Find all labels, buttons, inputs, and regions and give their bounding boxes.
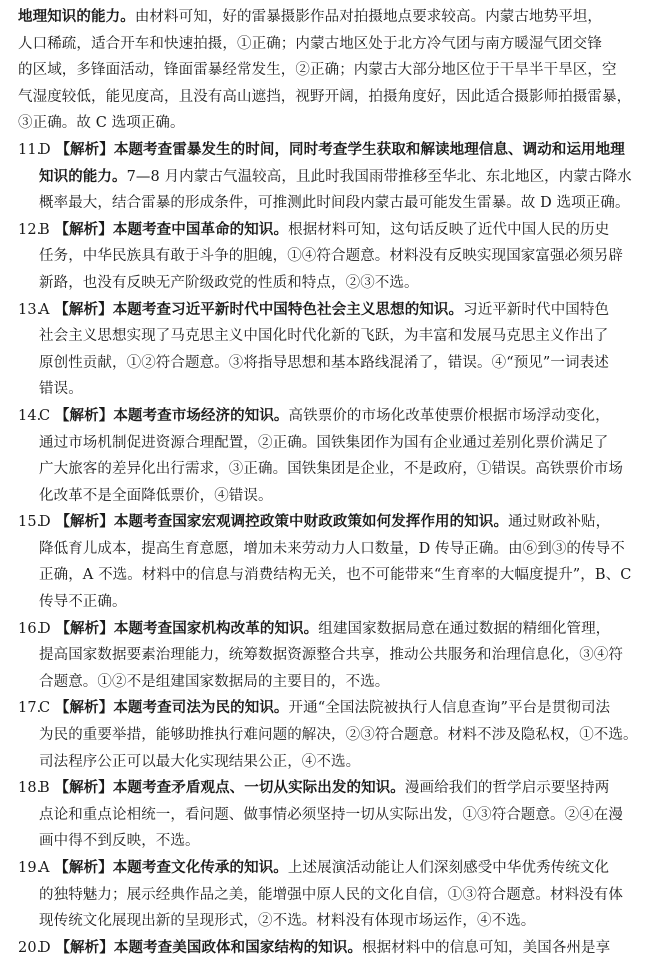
answer-item xyxy=(18,137,646,217)
text-line xyxy=(18,297,646,324)
text-line xyxy=(18,935,646,961)
body-text: 为民的重要举措，能够助推执行难问题的解决，②③符合题意。材料不涉及隐私权，①不选。 xyxy=(39,727,638,744)
question-number: 12. xyxy=(18,221,42,238)
body-text: 原创性贡献，①②符合题意。③将指导思想和基本路线混淆了，错误。④“预见”一词表述 xyxy=(39,354,609,371)
answer-letter: C xyxy=(39,700,51,717)
answer-item xyxy=(18,855,646,935)
bold-heading: 【解析】本题考查矛盾观点、一切从实际出发的知识。 xyxy=(54,779,405,797)
body-text: 开通“全国法院被执行人信息查询”平台是贯彻司法 xyxy=(288,700,611,717)
text-line xyxy=(18,642,646,669)
text-line xyxy=(18,323,646,350)
question-number: 20. xyxy=(18,939,42,956)
question-number: 13. xyxy=(18,301,42,318)
body-text: 组建国家数据局意在通过数据的精细化管理， xyxy=(318,620,611,637)
answer-letter: B xyxy=(39,780,50,797)
body-text: 新路，也没有反映无产阶级政党的性质和特点，②③不选。 xyxy=(39,274,419,291)
text-line xyxy=(18,483,646,510)
answer-item xyxy=(18,403,646,509)
text-line xyxy=(18,562,646,589)
body-text: 通过财政补贴， xyxy=(508,514,611,531)
text-line xyxy=(18,243,646,270)
body-text: 现传统文化展现出新的呈现形式，②不选。材料没有体现市场运作，④不选。 xyxy=(39,913,536,930)
body-text: 概率最大，结合雷暴的形成条件，可推测此时间段内蒙古最可能发生雷暴。故 D 选项正确。 xyxy=(39,195,630,212)
text-line xyxy=(18,217,646,244)
answer-letter: D xyxy=(39,141,51,158)
body-text: 习近平新时代中国特色 xyxy=(463,301,610,318)
answer-letter: D xyxy=(39,620,51,637)
body-text: ③正确。故 C 选项正确。 xyxy=(18,115,185,132)
body-text: 高铁票价的市场化改革使票价根据市场浮动变化， xyxy=(288,407,610,424)
body-text: 社会主义思想实现了马克思主义中国化时代化新的飞跃，为丰富和发展马克思主义作出了 xyxy=(39,328,609,345)
answer-letter: D xyxy=(39,939,51,956)
text-line xyxy=(18,882,646,909)
text-line xyxy=(18,270,646,297)
bold-heading: 知识的能力。 xyxy=(39,167,127,185)
bold-heading: 【解析】本题考查中国革命的知识。 xyxy=(54,220,289,238)
answer-letter: B xyxy=(39,221,50,238)
text-line xyxy=(18,828,646,855)
text-line xyxy=(18,749,646,776)
answer-letter: D xyxy=(39,514,51,531)
text-line xyxy=(18,908,646,935)
body-text: 传导不正确。 xyxy=(39,594,127,611)
question-number: 15. xyxy=(18,514,42,531)
body-text: 正确，A 不选。材料中的信息与消费结构无关，也不可能带来“生育率的大幅度提升”，B、C xyxy=(39,567,632,584)
text-line xyxy=(18,456,646,483)
text-line xyxy=(18,430,646,457)
body-text: 漫画给我们的哲学启示要坚持两 xyxy=(404,780,610,797)
body-text: 画中得不到反映，不选。 xyxy=(39,833,200,850)
body-text: 人口稀疏，适合开车和快速拍摄，①正确；内蒙古地区处于北方冷气团与南方暖湿气团交锋 xyxy=(18,35,602,52)
question-number: 18. xyxy=(18,780,42,797)
question-number: 14. xyxy=(18,407,42,424)
text-line xyxy=(18,57,646,84)
bold-heading: 【解析】本题考查美国政体和国家结构的知识。 xyxy=(55,938,363,956)
bold-heading: 【解析】本题考查雷暴发生的时间，同时考查学生获取和解读地理信息、调动和运用地理 xyxy=(55,140,625,158)
answer-item xyxy=(18,217,646,297)
body-text: 司法程序公正可以最大化实现结果公正，④不选。 xyxy=(39,753,361,770)
text-line xyxy=(18,536,646,563)
bold-heading: 地理知识的能力。 xyxy=(18,8,135,25)
text-line xyxy=(18,695,646,722)
answer-item xyxy=(18,297,646,403)
body-text: 点论和重点论相统一，看问题、做事情必须坚持一切从实际出发，①③符合题意。②④在漫 xyxy=(39,806,623,823)
question-number: 11. xyxy=(18,141,42,158)
text-line xyxy=(18,616,646,643)
bold-heading: 【解析】本题考查文化传承的知识。 xyxy=(54,859,288,876)
text-line xyxy=(18,190,646,217)
body-text: 上述展演活动能让人们深刻感受中华优秀传统文化 xyxy=(287,860,610,876)
body-text: 的区域，多锋面活动，锋面雷暴经常发生，②正确；内蒙古大部分地区位于干旱半干旱区，空 xyxy=(18,62,617,79)
body-text: 通过市场机制促进资源合理配置，②正确。国铁集团作为国有企业通过差别化票价满足了 xyxy=(39,434,609,451)
answer-letter: A xyxy=(39,860,50,876)
body-text: 根据材料中的信息可知，美国各州是享 xyxy=(362,939,611,956)
body-text: 气湿度较低，能见度高，且没有高山遮挡，视野开阔，拍摄角度好，因此适合摄影师拍摄雷暴， xyxy=(18,88,632,105)
text-line xyxy=(18,589,646,616)
text-line xyxy=(18,84,646,111)
bold-heading: 【解析】本题考查国家机构改革的知识。 xyxy=(55,619,319,637)
answer-item xyxy=(18,775,646,855)
text-line xyxy=(18,31,646,58)
text-line xyxy=(18,669,646,696)
text-line xyxy=(18,855,646,882)
answer-item xyxy=(18,935,646,961)
text-line xyxy=(18,110,646,137)
body-text: 广大旅客的差异化出行需求，③正确。国铁集团是企业，不是政府，①错误。高铁票价市场 xyxy=(39,461,623,478)
question-number: 19. xyxy=(18,860,42,876)
text-line xyxy=(18,509,646,536)
answer-item xyxy=(18,4,646,137)
bold-heading: 【解析】本题考查国家宏观调控政策中财政政策如何发挥作用的知识。 xyxy=(55,513,509,531)
answer-item xyxy=(18,695,646,775)
body-text: 降低育儿成本，提高生育意愿，增加未来劳动力人口数量，D 传导正确。由⑥到③的传导不 xyxy=(39,540,625,557)
body-text: 7—8 月内蒙古气温较高，且此时我国雨带推移至华北、东北地区，内蒙古降水 xyxy=(126,168,632,185)
body-text: 错误。 xyxy=(39,381,83,398)
text-line xyxy=(18,802,646,829)
text-line xyxy=(18,137,646,164)
text-line xyxy=(18,376,646,403)
body-text: 提高国家数据要素治理能力，统筹数据资源整合共享，推动公共服务和治理信息化，③④符 xyxy=(39,647,623,664)
body-text: 任务，中华民族具有敢于斗争的胆魄，①④符合题意。材料没有反映实现国家富强必须另辟 xyxy=(39,248,623,265)
answer-item xyxy=(18,509,646,615)
bold-heading: 【解析】本题考查市场经济的知识。 xyxy=(54,406,289,424)
question-number: 16. xyxy=(18,620,42,637)
answer-letter: C xyxy=(39,407,51,424)
text-line xyxy=(18,775,646,802)
body-text: 的独特魅力；展示经典作品之美，能增强中原人民的文化自信，①③符合题意。材料没有体 xyxy=(39,886,623,903)
text-line xyxy=(18,4,646,31)
body-text: 合题意。①②不是组建国家数据局的主要目的，不选。 xyxy=(39,673,390,690)
bold-heading: 【解析】本题考查司法为民的知识。 xyxy=(54,699,289,717)
body-text: 化改革不是全面降低票价，④错误。 xyxy=(39,487,273,504)
text-line xyxy=(18,164,646,191)
body-text: 由材料可知，好的雷暴摄影作品对拍摄地点要求较高。内蒙古地势平坦， xyxy=(134,9,603,25)
bold-heading: 【解析】本题考查习近平新时代中国特色社会主义思想的知识。 xyxy=(54,300,464,318)
text-line xyxy=(18,350,646,377)
body-text: 根据材料可知，这句话反映了近代中国人民的历史 xyxy=(288,221,610,238)
text-line xyxy=(18,403,646,430)
answer-letter: A xyxy=(39,301,50,318)
text-line xyxy=(18,722,646,749)
question-number: 17. xyxy=(18,700,42,717)
answer-item xyxy=(18,616,646,696)
